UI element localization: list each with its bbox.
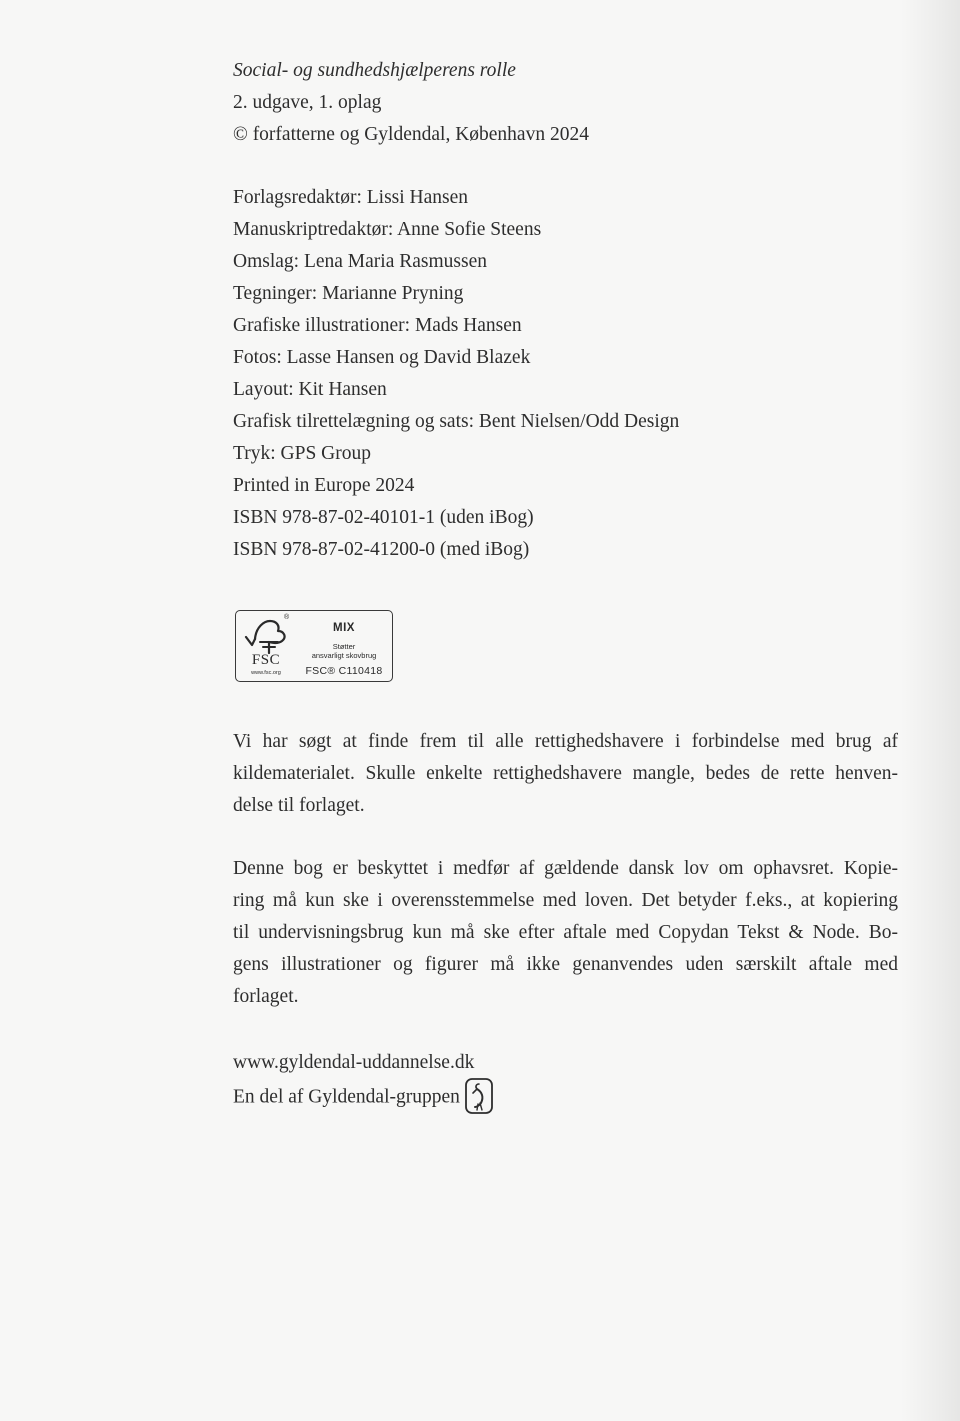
credit-drawings: Tegninger: Marianne Pryning — [233, 283, 464, 304]
paragraph-line: kildematerialet. Skulle enkelte rettighedshavere mangle, bedes de rette henven- — [233, 763, 898, 784]
publisher-website[interactable]: www.gyldendal-uddannelse.dk — [233, 1052, 475, 1073]
paragraph-line: Denne bog er beskyttet i medfør af gældende dansk lov om ophavsret. Kopie- — [233, 858, 898, 879]
fsc-registered-mark: ® — [284, 614, 290, 621]
page-edge-shadow — [900, 0, 960, 1421]
edition-line: 2. udgave, 1. oplag — [233, 92, 382, 113]
fsc-abbreviation: FSC — [251, 652, 281, 668]
paragraph-line: delse til forlaget. — [233, 795, 365, 816]
credit-typesetting: Grafisk tilrettelægning og sats: Bent Nielsen/Odd Design — [233, 411, 680, 432]
paragraph-line: til undervisningsbrug kun må ske efter aftale med Copydan Tekst & Node. Bo- — [233, 922, 898, 943]
copyright-paragraph — [233, 853, 898, 1013]
credit-graphic-illustrations: Grafiske illustrationer: Mads Hansen — [233, 315, 522, 336]
credit-manuscript-editor: Manuskriptredaktør: Anne Sofie Steens — [233, 219, 542, 240]
fsc-support-line-2: ansvarligt skovbrug — [311, 651, 377, 660]
book-title: Social- og sundhedshjælperens rolle — [233, 60, 516, 81]
credit-cover: Omslag: Lena Maria Rasmussen — [233, 251, 487, 272]
fsc-license-code: FSC® C110418 — [305, 665, 383, 677]
fsc-mix-label: MIX — [333, 622, 355, 634]
publisher-footer — [233, 1047, 494, 1117]
publisher-group-line — [233, 1079, 494, 1117]
rights-holders-paragraph — [233, 726, 898, 822]
fsc-label — [235, 610, 393, 682]
fsc-support-line-1: Støtter — [332, 642, 356, 651]
fsc-support-text — [298, 642, 390, 660]
fsc-website: www.fsc.org — [251, 670, 281, 676]
paragraph-line: forlaget. — [233, 986, 299, 1007]
credits-block — [233, 182, 679, 566]
paragraph-line: ring må kun ske i overensstemmelse med loven. Det betyder f.eks., at kopiering — [233, 890, 898, 911]
copyright-line: © forfatterne og Gyldendal, København 2024 — [233, 124, 589, 145]
publisher-group-text: En del af Gyldendal-gruppen — [233, 1086, 460, 1108]
credit-editor: Forlagsredaktør: Lissi Hansen — [233, 187, 469, 208]
gyldendal-stork-icon — [464, 1077, 494, 1115]
credit-photos: Fotos: Lasse Hansen og David Blazek — [233, 347, 531, 368]
isbn-without-ibog: ISBN 978-87-02-40101-1 (uden iBog) — [233, 507, 534, 528]
isbn-with-ibog: ISBN 978-87-02-41200-0 (med iBog) — [233, 539, 530, 560]
printed-in: Printed in Europe 2024 — [233, 475, 415, 496]
edition-block — [233, 55, 589, 151]
credit-print: Tryk: GPS Group — [233, 443, 371, 464]
paragraph-line: Vi har søgt at finde frem til alle rettighedshavere i forbindelse med brug af — [233, 731, 898, 752]
credit-layout: Layout: Kit Hansen — [233, 379, 387, 400]
paragraph-line: gens illustrationer og figurer må ikke genanvendes uden særskilt aftale med — [233, 954, 898, 975]
